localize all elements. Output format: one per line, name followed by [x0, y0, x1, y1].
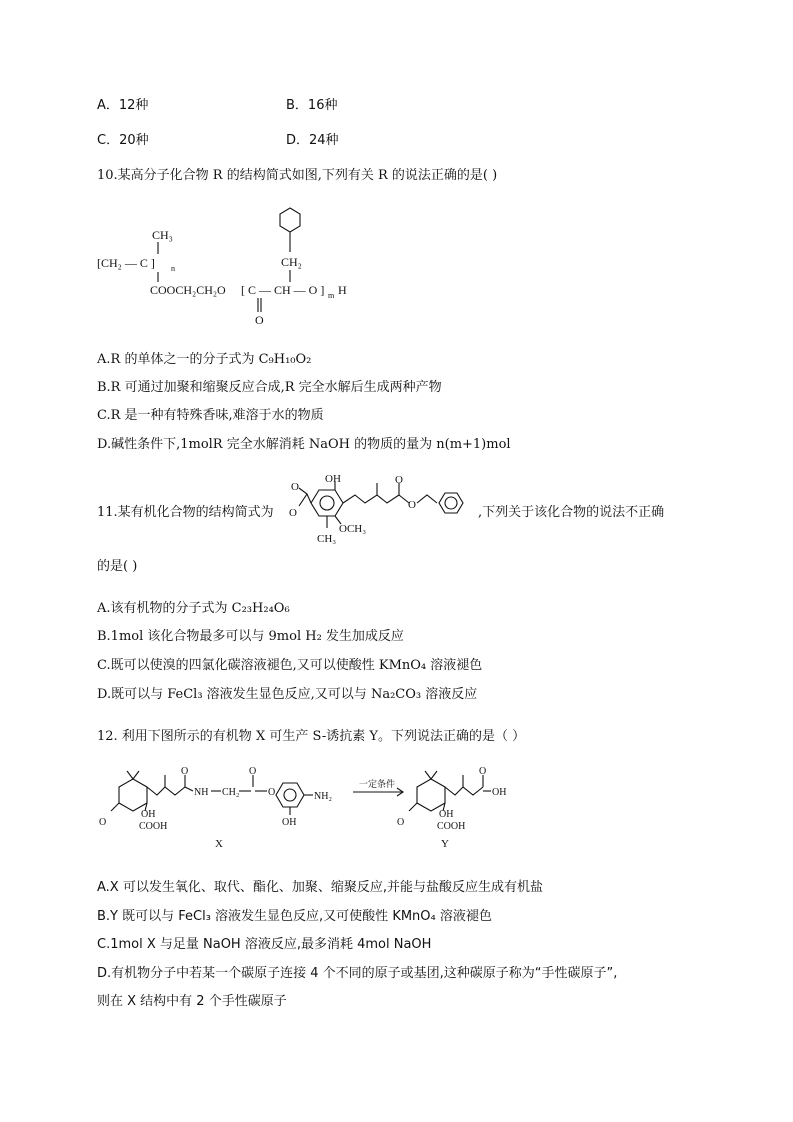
q10-bracket-c: [ C — CH — O ] — [241, 283, 325, 297]
x-nh-label: NH — [194, 787, 209, 798]
q11-o-ester: O — [395, 474, 403, 486]
y-cooh-label: COOH — [437, 821, 466, 832]
q12-option-b[interactable]: B.Y 既可以与 FeCl₃ 溶液发生显色反应,又可使酸性 KMnO₄ 溶液褪色 — [97, 909, 492, 924]
q11-o-carbonyl: O — [291, 481, 299, 493]
q10-sub-n: n — [171, 264, 175, 273]
y-oh-label: OH — [439, 809, 454, 820]
y-o-ketone: O — [397, 817, 405, 828]
q12-option-a[interactable]: A.X 可以发生氧化、取代、酯化、加聚、缩聚反应,并能与盐酸反应生成有机盐 — [97, 880, 543, 895]
q10-structure-diagram — [95, 200, 365, 330]
x-label: X — [215, 838, 223, 850]
y-oh-acid: OH — [492, 787, 507, 798]
x-oh-label: OH — [141, 809, 156, 820]
q11-option-d[interactable]: D.既可以与 FeCl₃ 溶液发生显色反应,又可以与 Na₂CO₃ 溶液反应 — [97, 687, 478, 702]
q12-option-d[interactable]: D.有机物分子中若某一个碳原子连接 4 个不同的原子或基团,这种碳原子称为“手性碳原子”, — [97, 966, 618, 981]
arrow-condition-label: 一定条件 — [359, 780, 396, 790]
q12-reaction-scheme — [97, 765, 537, 855]
x-cooh-label: COOH — [139, 821, 168, 832]
q11-structure-diagram — [285, 472, 485, 547]
q10-option-d[interactable]: D.碱性条件下,1molR 完全水解消耗 NaOH 的物质的量为 n(m+1)mol — [97, 437, 511, 452]
q10-carbonyl-o: O — [255, 313, 264, 327]
q10-chain-left: [CH₂ — C ] — [97, 256, 155, 270]
q10-option-c[interactable]: C.R 是一种有特殊香味,难溶于水的物质 — [97, 408, 324, 423]
x-aromatic-ring — [276, 783, 304, 807]
q11-stem-cont: 的是( ) — [97, 559, 138, 574]
q10-tail-h: H — [338, 283, 347, 297]
q10-option-b[interactable]: B.R 可通过加聚和缩聚反应合成,R 完全水解后生成两种产物 — [97, 380, 442, 395]
q11-stem-after: ,下列关于该化合物的说法不正确 — [478, 505, 665, 520]
q12-option-c[interactable]: C.1mol X 与足量 NaOH 溶液反应,最多消耗 4mol NaOH — [97, 937, 432, 952]
q9-option-b[interactable]: B．16种 — [286, 98, 338, 113]
q10-benzene-ring — [280, 208, 300, 232]
x-nh2-label: NH₂ — [314, 791, 332, 802]
q11-o-ester2: O — [408, 499, 416, 511]
q10-option-a[interactable]: A.R 的单体之一的分子式为 C₉H₁₀O₂ — [97, 352, 312, 367]
q9-option-a[interactable]: A．12种 — [97, 98, 149, 113]
x-ring — [119, 779, 147, 811]
q10-ch3-label: CH₃ — [152, 228, 173, 242]
x-o-amide: O — [181, 766, 189, 777]
q10-sub-m: m — [328, 291, 335, 300]
q12-stem: 12. 利用下图所示的有机物 X 可生产 S-诱抗素 Y。下列说法正确的是（ ） — [97, 729, 526, 744]
q10-stem: 10.某高分子化合物 R 的结构简式如图,下列有关 R 的说法正确的是( ) — [97, 168, 498, 183]
x-ch2-label: CH₂ — [222, 787, 240, 798]
q10-ester-label: COOCH₂CH₂O — [150, 283, 226, 297]
q10-ch2-label: CH₂ — [281, 255, 302, 269]
q9-option-d[interactable]: D．24种 — [286, 133, 339, 148]
q11-option-a[interactable]: A.该有机物的分子式为 C₂₃H₂₄O₆ — [97, 601, 290, 616]
q11-ch3-label: CH₃ — [317, 533, 337, 545]
q9-option-c[interactable]: C．20种 — [97, 133, 149, 148]
q11-option-c[interactable]: C.既可以使溴的四氯化碳溶液褪色,又可以使酸性 KMnO₄ 溶液褪色 — [97, 658, 483, 673]
y-o-acid: O — [479, 766, 487, 777]
q11-option-b[interactable]: B.1mol 该化合物最多可以与 9mol H₂ 发生加成反应 — [97, 629, 404, 644]
q12-option-d-cont: 则在 X 结构中有 2 个手性碳原子 — [97, 994, 287, 1009]
x-oh2-label: OH — [282, 817, 297, 828]
x-o-link: O — [268, 787, 276, 798]
q11-oh-label: OH — [325, 473, 341, 485]
q11-o-ring: O — [289, 507, 297, 519]
y-label: Y — [441, 838, 449, 850]
x-o-ester: O — [249, 766, 257, 777]
y-ring — [417, 779, 445, 811]
x-o-ketone: O — [99, 817, 107, 828]
q11-benzene-ring — [311, 490, 343, 516]
q11-och3-label: OCH₃ — [339, 523, 367, 535]
q11-stem-before: 11.某有机化合物的结构简式为 — [97, 505, 274, 520]
q11-phenyl-ring — [439, 493, 463, 513]
